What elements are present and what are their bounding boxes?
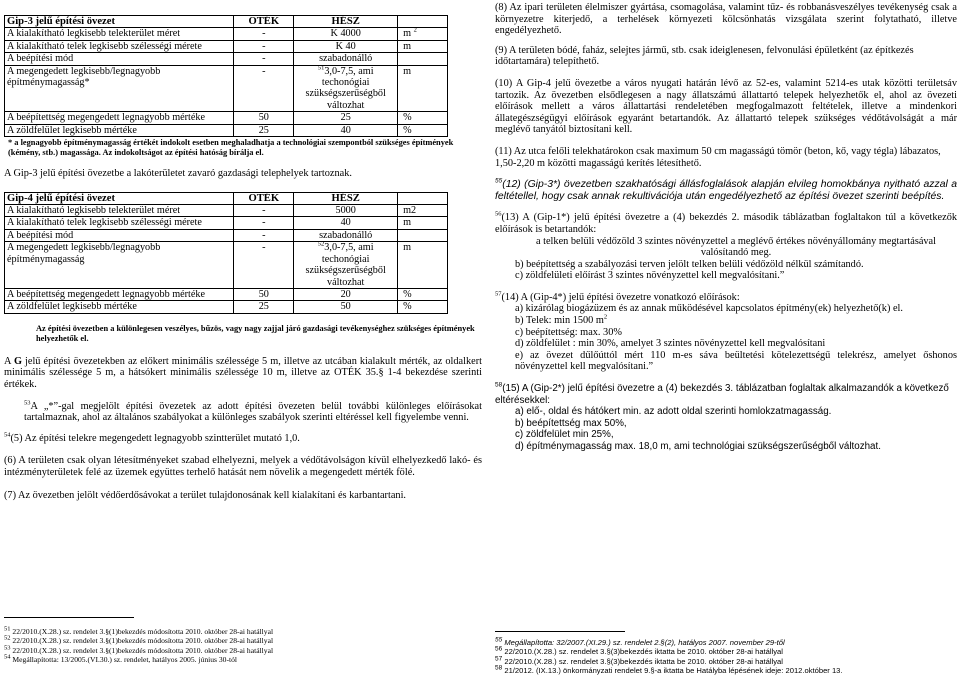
table-row: A kialakítható telek legkisebb szélességi mérete - K 40 m — [5, 40, 448, 52]
footnote: $^{53}$ 22/2010.(X.28.) sz. rendelet 3.§(1)bekezdés módosította 2010. október 28-ai hatállyal — [4, 644, 274, 655]
table-row: A kialakítható legkisebb telekterület méret - 5000 m2 — [5, 205, 448, 217]
table-row: A beépítettség megengedett legnagyobb mértéke 50 20 % — [5, 288, 448, 300]
gip3-table-header — [5, 16, 448, 28]
table-row: A kialakítható telek legkisebb szélességi mérete - 40 m — [5, 217, 448, 229]
table-row: A megengedett legkisebb/legnagyobb építménymagasság - $^{52}$3,0-7,5, ami techonógiai szükségszerűségből változhat m — [5, 242, 448, 289]
gip4-table-note: Az építési övezetben a különlegesen veszélyes, bűzös, vagy nagy zajjal járó gazdasági tevékenységhez szükséges építmények helyezhetők el. — [36, 323, 475, 343]
table-row: A zöldfelület legkisebb mértéke 25 50 % — [5, 301, 448, 313]
paragraph-9: (9) A területen bódé, faház, selejtes jármű, stb. csak ideiglenesen, felvonulási épületként (az építkezés időtartamára) telepíthető. — [495, 44, 914, 68]
footnote: $^{58}$ 21/2012. (IX.13.) önkormányzati rendelet 9.§-a iktatta be Hatályba lépésének ideje: 2012.október 13. — [495, 664, 843, 676]
table-row: A megengedett legkisebb/legnagyobb építménymagasság* - $^{51}$3,0-7,5, ami techonógiai szükségszerűségből változhat m — [5, 65, 448, 112]
gip3-title: Gip-3 jelű építési övezet — [5, 16, 234, 28]
footnote: $^{57}$ 22/2010.(X.28.) sz. rendelet 3.§(3)bekezdés iktatta be 2010. október 28-ai hatállyal — [495, 655, 783, 666]
right-column — [495, 0, 957, 676]
footnote: $^{56}$ 22/2010.(X.28.) sz. rendelet 3.§(3)bekezdés iktatta be 2010. október 28-ai hatállyal — [495, 645, 783, 657]
paragraph-8: (8) Az ipari területen élelmiszer gyártása, csomagolása, valamint tűz- és robbanásveszélyes tevékenység csak a környezetre kiterjedő, a terhelések környezeti kölcsönhatás vizsgálata szerint folytatható, illetve engedélyezhető. — [495, 2, 957, 37]
paragraph-10: (10) A Gip-4 jelű övezetbe a város nyugati határán lévő az 52-es, valamint 5214-es utak közötti területsáv tartozik. Az övezetben elsődlegesen a nagy állatszámú állattartó telepek helyezhetők el, ahol az övezeti előírások mellett a város állattartási rendeletében megfogalmazott feltételek, illetve a mindenkori állategészségügyi előírások egyaránt betartandók. Az állattartó telepek szükséges védőtávolságát a már meglévő tanyától biztosítani kell. — [495, 77, 957, 136]
table-row: A kialakítható legkisebb telekterület méret - K 4000 m $^2$ — [5, 28, 448, 40]
paragraph-star-zones: $^{53}$A „*”-gal megjelölt építési övezetek az adott építési övezeten belül további különleges előírásokat tartalmaznak, ahol az általános szabályokat a különleges szabályok szerinti eltéréssel kell figyelembe venni. — [24, 399, 482, 424]
hesz-header: HÉSZ — [294, 16, 398, 28]
footnote-rule — [4, 617, 134, 618]
gip3-table-note: * a legnagyobb építménymagasság értékét indokolt esetben meghaladhatja a technológiai szempontból szükséges építmények (kémény, stb.) magassága. Az indokoltságot az építési hatóság bírálja el. — [8, 138, 454, 158]
footnote: $^{55}$ Megállapította: 32/2007.(XI.29.) sz. rendelet 2.§(2), hatályos 2007. november 29-től — [495, 636, 785, 647]
paragraph-5: $^{54}$(5) Az építési telekre megengedett legnagyobb szintterület mutató 1,0. — [4, 431, 300, 444]
table-row: A beépítési mód - szabadonálló — [5, 53, 448, 65]
footnote: $^{51}$ 22/2010.(X.28.) sz. rendelet 3.§(1)bekezdés módosította 2010. október 28-ai hatállyal — [4, 625, 274, 636]
right-footnotes — [495, 638, 957, 676]
left-footnotes — [4, 627, 482, 665]
paragraph-11: (11) Az utca felőli telekhatárokon csak maximum 50 cm magasságú tömör (beton, kő, vagy tégla) lábazatos, 1,50-2,20 m közötti magasságú kerítés létesíthető. — [495, 145, 941, 169]
gip4-table — [4, 192, 448, 314]
paragraph-14: $^{57}$(14) A (Gip-4*) jelű építési övezetre vonatkozó előírások: a) kizárólag biogázüzem és az annak működésével kapcsolatos építmény(ek) helyezhető(k) el. b) Telek: min 1500 $m^2$ c) beépítettség: max. 30% d) zöldfelület : min 30%, amelyet 3 szintes növényzettel kell megvalósítani e) az övezet dűlőúttól mért 110 m-es sáva beültetési kötelezettségű telekrész, amelyet őshonos növényzettel kell megvalósítani.” — [495, 290, 957, 373]
table-row: A beépítési mód - szabadonálló — [5, 229, 448, 241]
paragraph-7: (7) Az övezetben jelölt védőerdősávokat a terület tulajdonosának kell kialakítani és karbantartani. — [4, 490, 407, 502]
footnote-rule — [495, 631, 625, 632]
paragraph-15: $^{58}$(15) A (Gip-2*) jelű építési övezetre a (4) bekezdés 3. táblázatban foglaltak alkalmazandók a következő eltérésekkel: a) elő-, oldal és hátókert min. az adott oldal szerinti homlokzatmagasság. b) beépítettség max 50%, c) zöldfelület min 25%, d) építménymagasság max. 18,0 m, ami technológiai szükségszerűségből változhat. — [495, 381, 949, 452]
gip3-paragraph: A Gip-3 jelű építési övezetbe a lakóterületet zavaró gazdasági telephelyek tartoznak. — [4, 168, 352, 180]
table-row: A beépítettség megengedett legnagyobb mértéke 50 25 % — [5, 112, 448, 124]
gip4-table-header: Gip-4 jelű építési övezet OTÉK HÉSZ — [5, 192, 448, 204]
gip4-title: Gip-4 jelű építési övezet — [5, 192, 234, 204]
ote-header: OTÉK — [234, 16, 294, 28]
footnote: $^{54}$ Megállapította: 13/2005.(VI.30.) sz. rendelet, hatályos 2005. június 30-tól — [4, 653, 238, 665]
footnote: $^{52}$ 22/2010.(X.28.) sz. rendelet 3.§(1)bekezdés módosította 2010. október 28-ai hatállyal — [4, 634, 274, 646]
paragraph-13: $^{56}$(13) A (Gip-1*) jelű építési övezetre a (4) bekezdés 2. második táblázatban foglaltakon túl a következők előírások is betartandók: a telken belüli védőzöld 3 szintes növényzettel a meglévő értékes növényállomány megtartásával valósítandó meg. b) beépítettség a szabályozási terven jelölt telken belüli védőzöld nélkül számítandó. c) zöldfelületi előírást 3 szintes növényzettel kell megvalósítani.” — [495, 210, 957, 282]
paragraph-12: $^{55}$(12) (Gip-3*) övezetben szakhatósági állásfoglalások alapján elvileg homokbánya nyitható azzal a feltétellel, hogy csak annak rekultivációja után engedélyezhető az építési övezet szerinti beépítés. — [495, 177, 957, 202]
gip3-table — [4, 15, 448, 137]
left-column — [4, 0, 482, 665]
paragraph-setbacks: A G jelű építési övezetekben az előkert minimális szélessége 5 m, illetve az utcában kialakult mérték, az oldalkert minimális szélessége 5 m, a hátsókert minimális szélessége 10 m, illetve az OTÉK 35.§ 1-4 bekezdése szerinti értékek. — [4, 355, 482, 390]
paragraph-6: (6) A területen csak olyan létesítményeket szabad elhelyezni, melyek a védőtávolságon kívül elhelyezkedő lakó- és intézményterületek felé az üzemek együttes terhelő hatását nem növelik a megengedett mérték fölé. — [4, 455, 482, 478]
table-row: A zöldfelület legkisebb mértéke 25 40 % — [5, 124, 448, 136]
